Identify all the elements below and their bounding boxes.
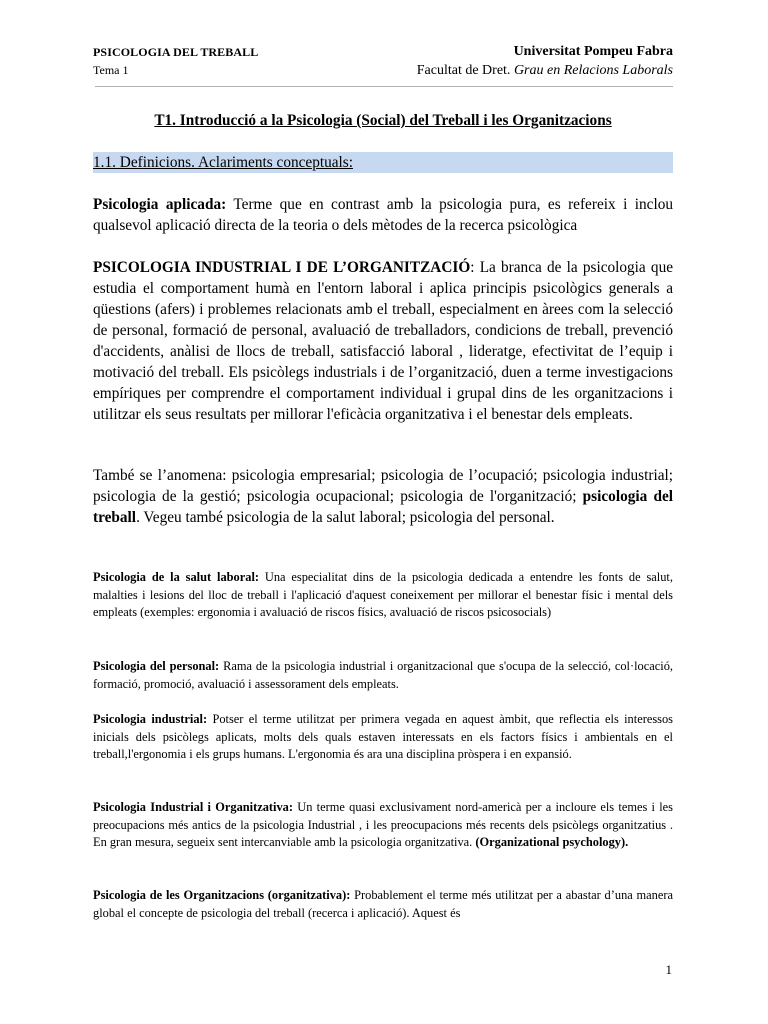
- term-english: (Organizational psychology).: [475, 835, 629, 850]
- paragraph-applied-psychology: [93, 194, 673, 236]
- faculty-line: [417, 61, 673, 80]
- text: També se l’anomena: psicologia empresarial; psicologia de l’ocupació; psicologia industrial; psicologia de la gestió; psicologia ocupacional; psicologia de l'organització;: [93, 467, 673, 505]
- term: PSICOLOGIA INDUSTRIAL I DE L’ORGANITZACIÓ: [93, 259, 471, 276]
- paragraph-also-called: [93, 465, 673, 528]
- term: Psicologia aplicada:: [93, 196, 227, 213]
- course-name: PSICOLOGIA DEL TREBALL: [93, 45, 259, 59]
- term: Psicologia del personal:: [93, 659, 220, 673]
- paragraph-industrial: [93, 711, 673, 764]
- term: Psicologia industrial:: [93, 712, 208, 726]
- paragraph-organizational: [93, 887, 673, 922]
- definition: Una especialitat dins de la psicologia dedicada a entendre les fonts de salut, malalties i lesions del lloc de treball i l'aplicació d'aquest coneixement per millorar el benestar físic i mental dels empleats (exemples: ergonomia i avaluació de riscos físics, avaluació de riscos psicosocials): [93, 570, 673, 620]
- degree-name: Grau en Relacions Laborals: [513, 63, 673, 78]
- definition: Potser el terme utilitzat per primera vegada en aquest àmbit, que reflectia els interessos inicials dels psicòlegs aplicats, molts dels quals estaven interessats en els factors físics i ambientals en el treball,l'ergonomia i els grups humans. L'ergonomia és ara una disciplina pròspera i en expansió.: [93, 712, 673, 762]
- definition: Un terme quasi exclusivament nord-americà per a incloure els temes i les preocupacions més antics de la psicologia Industrial , i les preocupacions més recents dels psicòlegs organitzatius . En gran mesura, segueix sent intercanviable amb la psicologia organitzativa.: [93, 800, 674, 850]
- definition: : La branca de la psicologia que estudia el comportament humà en l'entorn laboral i aplica principis psicològics generals a qüestions (afers) i problemes relacionats amb el treball, especialment en àrees com la selecció de personal, formació de personal, avaluació de treballadors, condicions de treball, prevenció d'accidents, anàlisi de llocs de treball, satisfacció laboral , lideratge, efectivitat de l’equip i motivació del treball. Els psicòlegs industrials i de l’organització, duen a terme investigacions empíriques per comprendre el comportament individual i grupal dins de les organitzacions i utilitzar els seus resultats per millorar l'eficàcia organitzativa i el benestar dels empleats.: [93, 259, 674, 423]
- paragraph-io-psychology: [93, 257, 673, 425]
- term: psicologia del treball: [93, 488, 673, 526]
- faculty-name: Facultat de Dret.: [416, 63, 514, 78]
- page-number: 1: [665, 962, 672, 977]
- header-divider: [95, 86, 673, 87]
- definition: Terme que en contrast amb la psicologia pura, es refereix i inclou qualsevol aplicació directa de la teoria o dels mètodes de la recerca psicològica: [93, 196, 673, 234]
- term: Psicologia Industrial i Organitzativa:: [93, 800, 294, 814]
- term: Psicologia de la salut laboral:: [93, 570, 260, 584]
- topic-label: Tema 1: [93, 63, 129, 77]
- paragraph-personnel: [93, 658, 673, 693]
- university-name: Universitat Pompeu Fabra: [513, 44, 673, 59]
- term: Psicologia de les Organitzacions (organitzativa):: [93, 888, 351, 902]
- definition: Rama de la psicologia industrial i organitzacional que s'ocupa de la selecció, col·locació, formació, promoció, avaluació i assessorament dels empleats.: [93, 659, 673, 691]
- section-heading: 1.1. Definicions. Aclariments conceptuals:: [93, 154, 353, 171]
- paragraph-occupational-health: [93, 569, 673, 622]
- header-left: [93, 44, 258, 79]
- page-title: T1. Introducció a la Psicologia (Social) del Treball i les Organitzacions: [154, 112, 612, 129]
- paragraph-industrial-organizational: [93, 799, 673, 852]
- text: . Vegeu també psicologia de la salut laboral; psicologia del personal.: [136, 509, 555, 526]
- definition: Probablement el terme més utilitzat per a abastar d’una manera global el concepte de psicologia del treball (recerca i aplicació). Aquest és: [93, 888, 673, 920]
- header-right: [417, 42, 673, 80]
